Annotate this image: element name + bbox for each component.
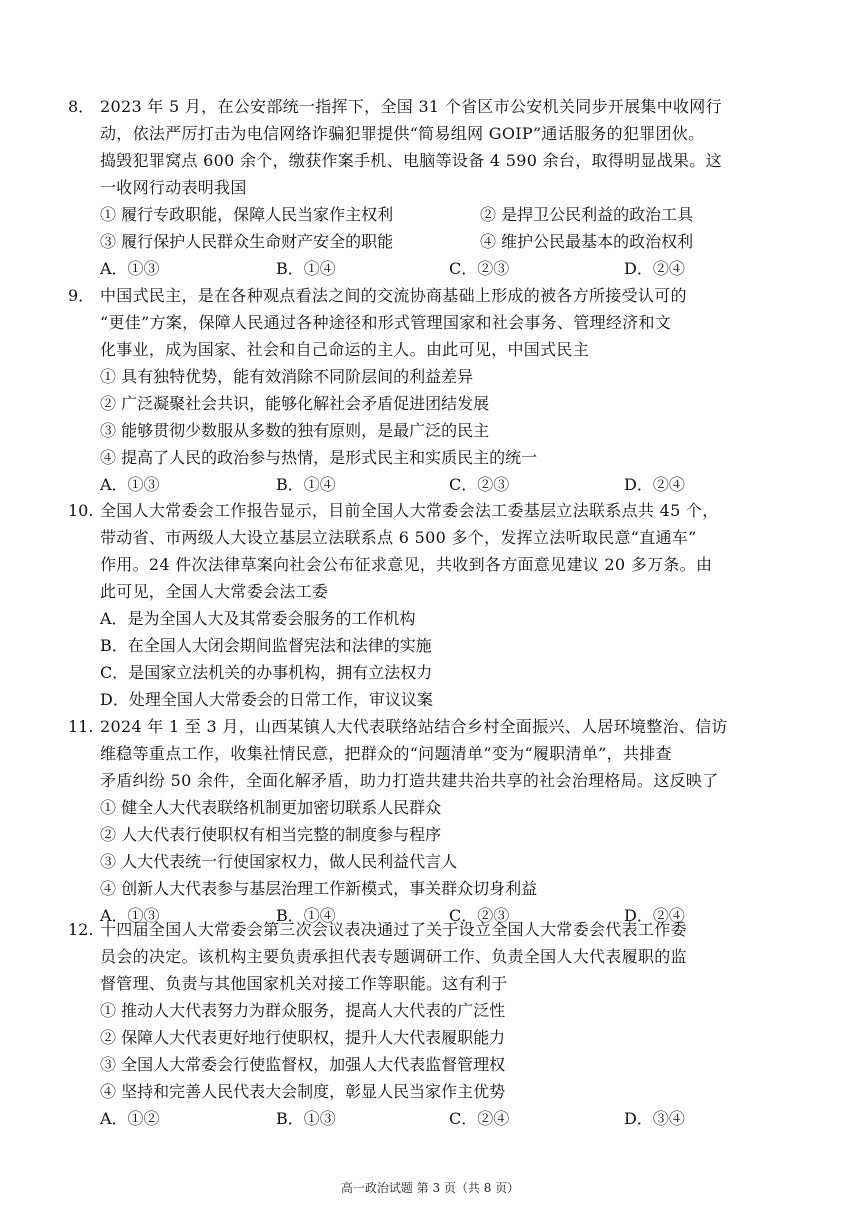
question-number: 12. xyxy=(68,920,94,939)
question-9 xyxy=(68,282,780,498)
statement-3: ③ 人大代表统一行使国家权力，做人民利益代言人 xyxy=(100,852,458,871)
statement-1: ① 健全人大代表联络机制更加密切联系人民群众 xyxy=(100,798,442,817)
option-b: B．①④ xyxy=(276,475,336,494)
question-number: 8． xyxy=(68,97,95,116)
stem-line: 此可见，全国人大常委会法工委 xyxy=(100,582,329,601)
answer-options xyxy=(70,1105,780,1132)
stem-line: 2024 年 1 至 3 月，山西某镇人大代表联络站结合乡村全面振兴、人居环境整治、信访 xyxy=(100,717,728,736)
question-number: 10. xyxy=(68,501,94,520)
question-stem xyxy=(100,916,780,997)
question-8 xyxy=(68,93,780,282)
option-d: D．处理全国人大常委会的日常工作，审议议案 xyxy=(100,690,433,709)
stem-line: 维稳等重点工作，收集社情民意，把群众的“问题清单”变为“履职清单”，共排查 xyxy=(100,744,672,763)
stem-line: 全国人大常委会工作报告显示，目前全国人大常委会法工委基层立法联系点共 45 个， xyxy=(100,501,719,520)
option-a: A．①③ xyxy=(100,259,160,278)
statement-4: ④ 坚持和完善人民代表大会制度，彰显人民当家作主优势 xyxy=(100,1082,506,1101)
option-c: C．②③ xyxy=(449,475,510,494)
statement-2: ② 广泛凝聚社会共识，能够化解社会矛盾促进团结发展 xyxy=(100,394,490,413)
stem-line: 2023 年 5 月，在公安部统一指挥下，全国 31 个省区市公安机关同步开展集中收网行 xyxy=(100,97,722,116)
statement-2: ② 保障人大代表更好地行使职权，提升人大代表履职能力 xyxy=(100,1028,506,1047)
statement-3: ③ 全国人大常委会行使监督权，加强人大代表监督管理权 xyxy=(100,1055,506,1074)
question-stem xyxy=(100,497,780,605)
page-footer: 高一政治试题 第 3 页（共 8 页） xyxy=(340,1181,520,1195)
option-a: A．①② xyxy=(100,1109,160,1128)
statement-4: ④ 提高了人民的政治参与热情，是形式民主和实质民主的统一 xyxy=(100,448,538,467)
answer-options xyxy=(70,471,780,498)
option-a: A．是为全国人大及其常委会服务的工作机构 xyxy=(100,609,416,628)
statement-row xyxy=(100,228,780,255)
question-number: 9． xyxy=(68,286,95,305)
stem-line: 一收网行动表明我国 xyxy=(100,178,247,197)
stem-line: 员会的决定。该机构主要负责承担代表专题调研工作、负责全国人大代表履职的监 xyxy=(100,947,687,966)
question-stem xyxy=(100,282,780,363)
stem-line: 十四届全国人大常委会第三次会议表决通过了关于设立全国人大常委会代表工作委 xyxy=(100,920,687,939)
statement-1: ① 履行专政职能，保障人民当家作主权利 xyxy=(100,205,394,224)
stem-line: 动，依法严厉打击为电信网络诈骗犯罪提供“简易组网 GOIP”通话服务的犯罪团伙。 xyxy=(100,124,705,143)
question-10 xyxy=(68,497,780,713)
stem-line: 化事业，成为国家、社会和自己命运的主人。由此可见，中国式民主 xyxy=(100,340,590,359)
stem-line: 作用。24 件次法律草案向社会公布征求意见，共收到各方面意见建议 20 多万条。由 xyxy=(100,555,713,574)
question-11 xyxy=(68,713,780,929)
statement-row xyxy=(100,201,780,228)
option-b: B．①④ xyxy=(276,906,336,925)
statement-4: ④ 维护公民最基本的政治权利 xyxy=(480,232,694,251)
statement-3: ③ 能够贯彻少数服从多数的独有原则，是最广泛的民主 xyxy=(100,421,490,440)
stem-line: 督管理、负责与其他国家机关对接工作等职能。这有利于 xyxy=(100,974,508,993)
statement-2: ② 是捍卫公民利益的政治工具 xyxy=(480,205,694,224)
stem-line: 带动省、市两级人大设立基层立法联系点 6 500 多个，发挥立法听取民意“直通车” xyxy=(100,528,697,547)
stem-line: 捣毁犯罪窝点 600 余个，缴获作案手机、电脑等设备 4 590 余台，取得明显战果。这 xyxy=(100,151,722,170)
option-b: B．在全国人大闭会期间监督宪法和法律的实施 xyxy=(100,636,432,655)
statement-4: ④ 创新人大代表参与基层治理工作新模式，事关群众切身利益 xyxy=(100,879,538,898)
statement-1: ① 推动人大代表努力为群众服务，提高人大代表的广泛性 xyxy=(100,1001,506,1020)
option-c: C．是国家立法机关的办事机构，拥有立法权力 xyxy=(100,663,433,682)
option-a: A．①③ xyxy=(100,906,160,925)
option-b: B．①④ xyxy=(276,259,336,278)
option-c: C．②③ xyxy=(449,906,510,925)
statement-3: ③ 履行保护人民群众生命财产安全的职能 xyxy=(100,232,394,251)
question-number: 11. xyxy=(68,717,94,736)
question-12 xyxy=(68,916,780,1132)
stem-line: “更佳”方案，保障人民通过各种途径和形式管理国家和社会事务、管理经济和文 xyxy=(100,313,672,332)
option-d: D．②④ xyxy=(624,475,685,494)
option-a: A．①③ xyxy=(100,475,160,494)
answer-options xyxy=(70,255,780,282)
stem-line: 矛盾纠纷 50 余件，全面化解矛盾，助力打造共建共治共享的社会治理格局。这反映了 xyxy=(100,771,719,790)
option-c: C．②④ xyxy=(449,1109,510,1128)
statement-2: ② 人大代表行使职权有相当完整的制度参与程序 xyxy=(100,825,442,844)
option-d: D．②④ xyxy=(624,906,685,925)
option-b: B．①③ xyxy=(276,1109,336,1128)
option-c: C．②③ xyxy=(449,259,510,278)
statement-1: ① 具有独特优势，能有效消除不同阶层间的利益差异 xyxy=(100,367,474,386)
option-d: D．②④ xyxy=(624,259,685,278)
stem-line: 中国式民主，是在各种观点看法之间的交流协商基础上形成的被各方所接受认可的 xyxy=(100,286,687,305)
question-stem xyxy=(100,93,780,201)
option-d: D．③④ xyxy=(624,1109,685,1128)
question-stem xyxy=(100,713,780,794)
